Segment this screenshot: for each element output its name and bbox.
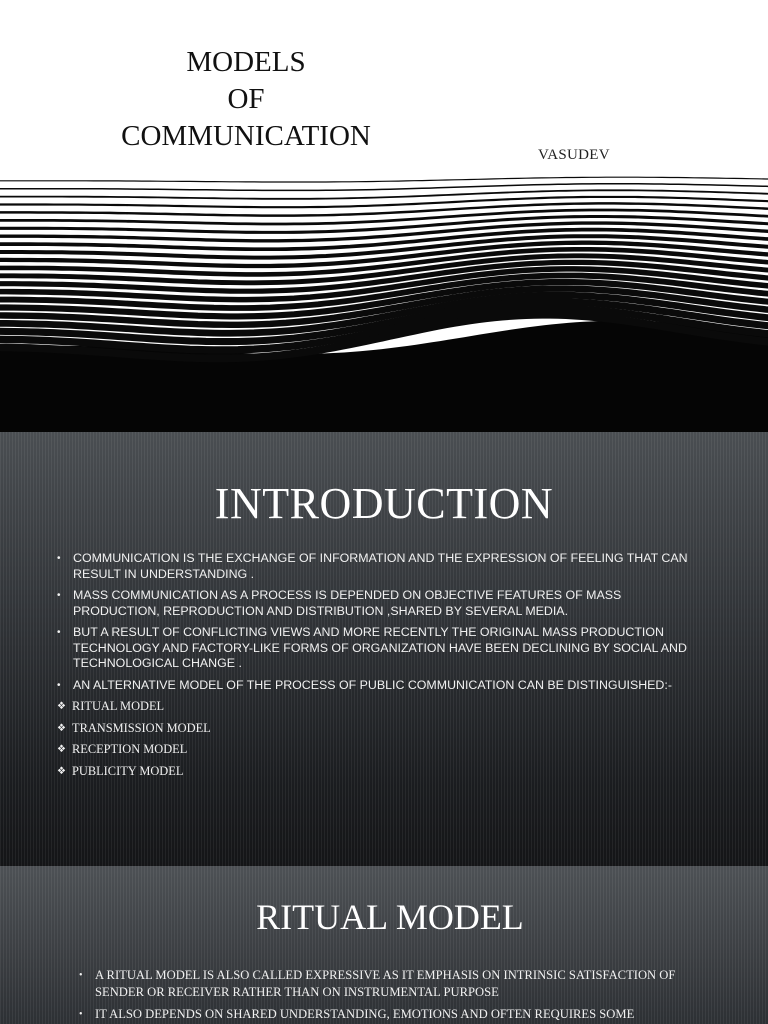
slide-heading: RITUAL MODEL: [256, 897, 524, 937]
list-item: • AN ALTERNATIVE MODEL OF THE PROCESS OF PUBLIC COMMUNICATION CAN BE DISTINGUISHED:-: [57, 678, 707, 694]
wave-stripe: [0, 184, 768, 191]
list-item: • BUT A RESULT OF CONFLICTING VIEWS AND MORE RECENTLY THE ORIGINAL MASS PRODUCTION TECHNOLOGY AND FACTORY-LIKE FORMS OF ORGANIZATION HAVE BEEN DECLINING BY SOCIAL AND TECHNOLOGICAL CHANGE .: [57, 625, 707, 672]
list-item: • COMMUNICATION IS THE EXCHANGE OF INFORMATION AND THE EXPRESSION OF FEELING THAT CAN RESULT IN UNDERSTANDING .: [57, 551, 707, 582]
wave-stripe: [0, 177, 768, 182]
model-item: [57, 721, 707, 737]
title-line: COMMUNICATION: [121, 120, 371, 152]
ritual-model-slide: [0, 866, 768, 1024]
model-label: TRANSMISSION MODEL: [72, 720, 211, 735]
slide-heading: INTRODUCTION: [214, 479, 554, 528]
title-line: OF: [227, 83, 265, 115]
wave-stripe: [0, 197, 768, 207]
model-item: [57, 699, 707, 715]
title-slide: [0, 0, 768, 432]
model-label: RECEPTION MODEL: [72, 742, 188, 756]
diamond-cluster-icon: ❖: [57, 722, 66, 734]
list-item: • MASS COMMUNICATION AS A PROCESS IS DEPENDED ON OBJECTIVE FEATURES OF MASS PRODUCTION, REPRODUCTION AND DISTRIBUTION ,SHARED BY SEVERAL MEDIA.: [57, 588, 707, 619]
diamond-cluster-icon: ❖: [57, 701, 66, 712]
introduction-slide: [0, 432, 768, 866]
list-item: • A RITUAL MODEL IS ALSO CALLED EXPRESSIVE AS IT EMPHASIS ON INTRINSIC SATISFACTION OF SENDER OR RECEIVER RATHER THAN ON INSTRUMENTAL PURPOSE: [79, 967, 699, 1001]
intro-bullet-list: [57, 551, 707, 785]
author-name: VASUDEV: [538, 147, 610, 163]
list-item: • IT ALSO DEPENDS ON SHARED UNDERSTANDING, EMOTIONS AND OFTEN REQUIRES SOME: [79, 1006, 699, 1023]
slide-title: [96, 44, 396, 155]
ritual-bullet-list: [79, 967, 699, 1024]
diamond-cluster-icon: ❖: [57, 744, 66, 755]
model-label: PUBLICITY MODEL: [72, 763, 184, 778]
model-label: RITUAL MODEL: [72, 699, 165, 713]
title-line: MODELS: [186, 46, 306, 78]
model-item: [57, 742, 707, 758]
model-item: [57, 764, 707, 780]
diamond-cluster-icon: ❖: [57, 765, 66, 777]
